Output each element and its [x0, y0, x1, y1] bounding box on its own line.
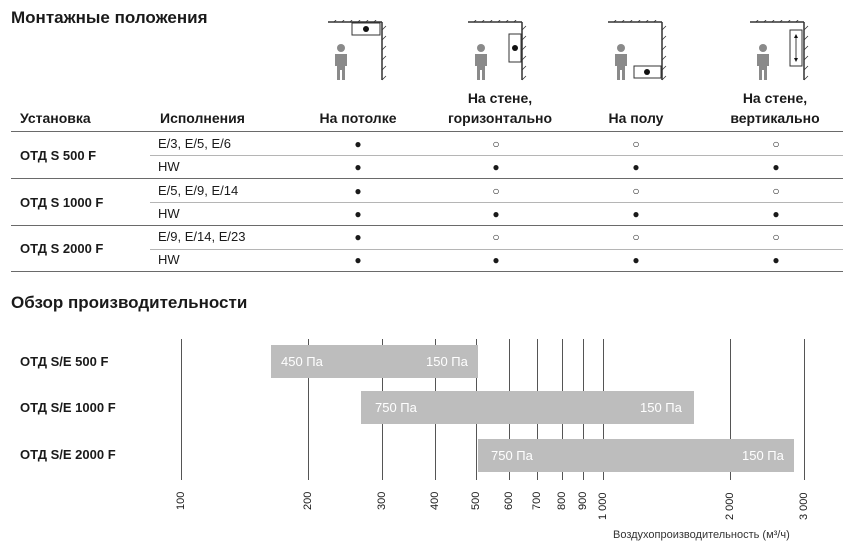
- tick-label: 500: [470, 491, 482, 510]
- grid-line: [804, 339, 805, 480]
- bar-right-label: 150 Па: [640, 400, 682, 415]
- bar-right-label: 150 Па: [742, 448, 784, 463]
- filled-dot: ●: [354, 160, 362, 174]
- bar-model-label: ОТД S/E 500 F: [20, 354, 109, 369]
- bar-left-label: 450 Па: [281, 354, 323, 369]
- filled-dot: ●: [354, 137, 362, 151]
- table-header-divider: [11, 131, 843, 132]
- version-cell: E/3, E/5, E/6: [158, 136, 231, 151]
- filled-dot: ●: [354, 207, 362, 221]
- empty-dot: ○: [772, 230, 780, 244]
- empty-dot: ○: [632, 184, 640, 198]
- tick-label: 600: [503, 491, 515, 510]
- bar-model-label: ОТД S/E 2000 F: [20, 447, 116, 462]
- performance-overview-title: Обзор производительности: [11, 293, 248, 312]
- bar-left-label: 750 Па: [491, 448, 533, 463]
- filled-dot: ●: [354, 253, 362, 267]
- header-wall-horizontal-line1: На стене,: [467, 90, 533, 106]
- filled-dot: ●: [492, 160, 500, 174]
- empty-dot: ○: [492, 230, 500, 244]
- version-cell: E/9, E/14, E/23: [158, 229, 246, 244]
- empty-dot: ○: [492, 184, 500, 198]
- filled-dot: ●: [632, 207, 640, 221]
- filled-dot: ●: [354, 184, 362, 198]
- bar-right-label: 150 Па: [426, 354, 468, 369]
- empty-dot: ○: [632, 137, 640, 151]
- empty-dot: ○: [772, 184, 780, 198]
- model-name: ОТД S 500 F: [20, 148, 97, 163]
- ceiling-mount-icon: [326, 20, 390, 82]
- header-installation: Установка: [20, 110, 91, 126]
- header-versions: Исполнения: [160, 110, 245, 126]
- filled-dot: ●: [492, 253, 500, 267]
- header-wall-vertical: [710, 90, 840, 127]
- bar-left-label: 750 Па: [375, 400, 417, 415]
- row-divider: [150, 202, 843, 203]
- axis-label: Воздухопроизводительность (м³/ч): [613, 529, 790, 541]
- header-wall-vertical-line2: вертикально: [730, 110, 820, 126]
- row-divider: [150, 249, 843, 250]
- floor-mount-icon: [606, 20, 670, 82]
- wall-horizontal-mount-icon: [466, 20, 530, 82]
- header-floor: На полу: [608, 110, 664, 126]
- empty-dot: ○: [492, 137, 500, 151]
- tick-label: 1 000: [597, 492, 609, 520]
- empty-dot: ○: [772, 137, 780, 151]
- table-bottom-border: [11, 271, 843, 272]
- grid-line: [181, 339, 182, 480]
- tick-label: 300: [376, 491, 388, 510]
- header-ceiling: На потолке: [319, 110, 397, 126]
- group-divider: [11, 225, 843, 226]
- filled-dot: ●: [772, 253, 780, 267]
- version-cell: E/5, E/9, E/14: [158, 183, 239, 198]
- empty-dot: ○: [632, 230, 640, 244]
- header-wall-horizontal: [430, 90, 570, 127]
- filled-dot: ●: [632, 160, 640, 174]
- filled-dot: ●: [492, 207, 500, 221]
- version-cell: HW: [158, 206, 180, 221]
- tick-label: 900: [577, 491, 589, 510]
- mounting-positions-title: Монтажные положения: [11, 8, 208, 27]
- row-divider: [150, 155, 843, 156]
- tick-label: 800: [556, 491, 568, 510]
- tick-label: 700: [531, 491, 543, 510]
- model-name: ОТД S 2000 F: [20, 241, 104, 256]
- filled-dot: ●: [772, 160, 780, 174]
- header-wall-horizontal-line2: горизонтально: [447, 110, 553, 126]
- wall-vertical-mount-icon: [748, 20, 812, 82]
- tick-label: 100: [175, 491, 187, 510]
- tick-label: 2 000: [724, 492, 736, 520]
- model-name: ОТД S 1000 F: [20, 195, 104, 210]
- filled-dot: ●: [632, 253, 640, 267]
- header-wall-vertical-line1: На стене,: [742, 90, 808, 106]
- filled-dot: ●: [354, 230, 362, 244]
- tick-label: 400: [429, 491, 441, 510]
- filled-dot: ●: [772, 207, 780, 221]
- bar-model-label: ОТД S/E 1000 F: [20, 400, 116, 415]
- version-cell: HW: [158, 159, 180, 174]
- version-cell: HW: [158, 252, 180, 267]
- group-divider: [11, 178, 843, 179]
- tick-label: 3 000: [798, 492, 810, 520]
- tick-label: 200: [302, 491, 314, 510]
